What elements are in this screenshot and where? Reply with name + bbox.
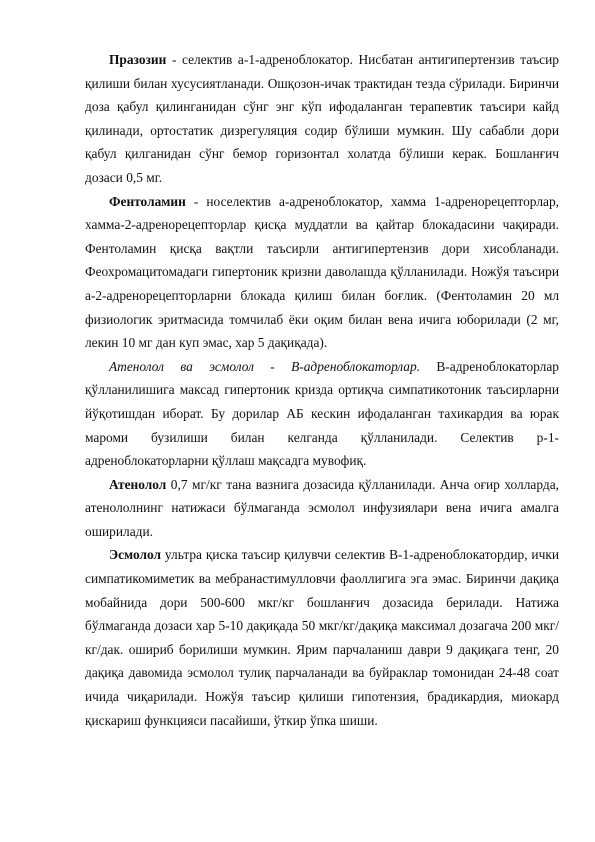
document-page bbox=[85, 48, 559, 732]
paragraph-esmolol-text: ультра қиска таъсир қилувчи селектив В-1-адреноблокатордир, ички симпатикомиметик ва мебранастимулловчи фаоллигига эга эмас. Биринчи дақиқа мобайнида дори 500-600 мкг/кг бошланғич дозасида берилади. Натижа бўлмаганда дозаси хар 5-10 дақиқада 50 мкг/кг/дақиқа максимал дозагача 200 мкг/кг/дак. ошириб борилиши мумкин. Ярим парчаланиш даври 9 дақиқага тенг, 20 дақиқа давомида эсмолол тулиқ парчаланади ва буйраклар томонидан 24-48 соат ичида чиқарилади. Ножўя таъсир қилиши гипотензия, брадикардия, миокард қискариш функцияси пасайиши, ўткир ўпка шиши. bbox=[85, 547, 559, 728]
paragraph-atenolol-esmolol-text: В-адреноблокаторлар қўлланилишига максад гипертоник кризда ортиқча симпатикотоник таъсирларни йўқотишдан иборат. Бу дорилар АБ кескин ифодаланган тахикардия ва юрак мароми бузилиши билан келганда қўлланилади. Селектив р-1-адреноблокаторларни қўллаш мақсадга мувофиқ. bbox=[85, 358, 559, 469]
term-esmolol: Эсмолол bbox=[109, 547, 162, 563]
paragraph-prazosin bbox=[85, 48, 559, 190]
paragraph-atenolol-esmolol bbox=[85, 355, 559, 473]
term-atenolol: Атенолол bbox=[109, 476, 167, 492]
paragraph-esmolol bbox=[85, 543, 559, 732]
paragraph-phentolamine-text: - носелектив а-адреноблокатор, хамма 1-адренорецепторлар, хамма-2-адренорецепторлар қисқа муддатли ва қайтар блокадасини чақиради. Фентоламин қисқа вақтли таъсирли антигипертензив дори хисобланади. Феохромацитомадаги гипертоник кризни даволашда қўлланилади. Ножўя таъсири а-2-адренорецепторларни блокада қилиш билан боғлик. (Фентоламин 20 мл физиологик эритмасида томчилаб ёки оқим билан вена ичига юборилади (2 мг, лекин 10 мг дан куп эмас, хар 5 дақиқада). bbox=[85, 193, 559, 351]
paragraph-atenolol bbox=[85, 473, 559, 544]
paragraph-prazosin-text: - селектив а-1-адреноблокатор. Нисбатан антигипертензив таъсир қилиши билан хусусиятланади. Ошқозон-ичак трактидан тезда сўрилади. Биринчи доза қабул қилинганидан сўнг энг кўп ифодаланган терапевтик таъсири кайд қилинади, ортостатик дизрегуляция содир бўлиши мумкин. Шу сабабли дори қабул қилганидан сўнг бемор горизонтал холатда бўлиши керак. Бошланғич дозаси 0,5 мг. bbox=[85, 52, 559, 185]
term-prazosin: Празозин bbox=[109, 52, 167, 67]
paragraph-atenolol-text: 0,7 мг/кг тана вазнига дозасида қўлланилади. Анча оғир холларда, атенололнинг натижаси бўлмаганда эсмолол инфузиялари вена ичига амалга оширилади. bbox=[85, 476, 559, 539]
paragraph-phentolamine bbox=[85, 190, 559, 355]
term-phentolamine: Фентоламин bbox=[109, 193, 186, 209]
term-atenolol-esmolol: Атенолол ва эсмолол - В-адреноблокаторлар. bbox=[109, 358, 421, 374]
